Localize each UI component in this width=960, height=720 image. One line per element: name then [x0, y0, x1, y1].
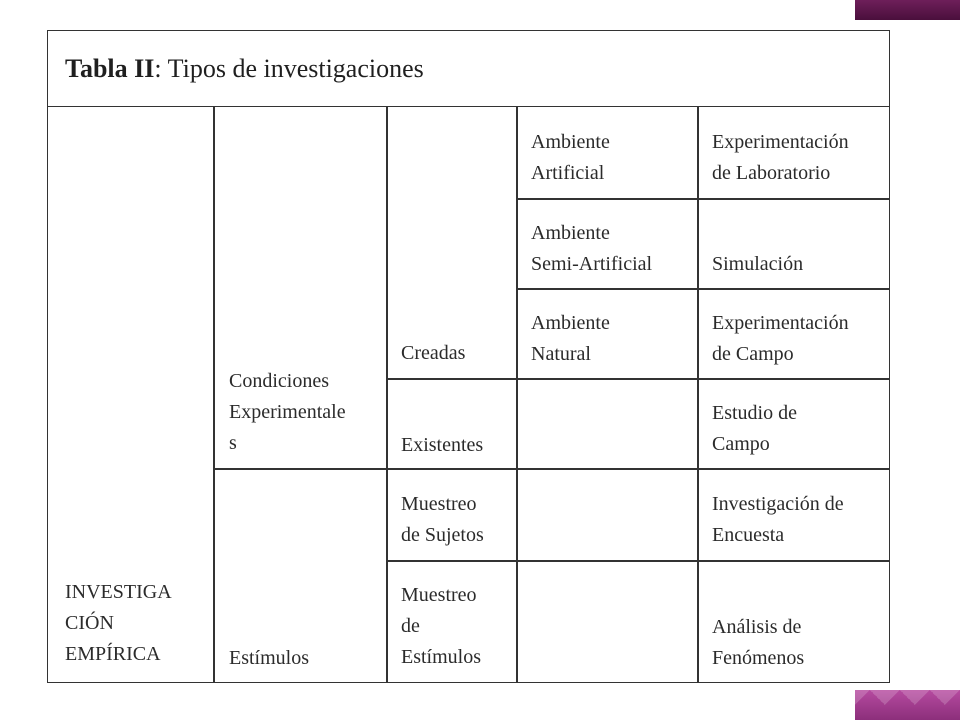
- cell-line: Muestreo: [401, 584, 477, 606]
- table-title-rest: : Tipos de investigaciones: [154, 54, 424, 83]
- grid-line-h3: [386, 378, 890, 380]
- cell-line: EMPÍRICA: [65, 643, 161, 665]
- cell-line: Experimentale: [229, 401, 346, 423]
- grid-line-h1: [516, 198, 890, 200]
- cell-line: de Laboratorio: [712, 162, 831, 184]
- cell-muestreo-estimulos: [401, 580, 481, 673]
- cell-line: Experimentación: [712, 312, 849, 334]
- cell-line: Estudio de: [712, 402, 797, 424]
- cell-estudio-campo: [712, 398, 797, 460]
- cell-condiciones-experimentales: [229, 366, 346, 459]
- grid-line-v1: [213, 107, 215, 683]
- cell-existentes: [401, 430, 483, 461]
- cell-investigacion-encuesta: [712, 489, 844, 551]
- cell-ambiente-semi-artificial: [531, 218, 652, 280]
- grid-line-v3: [516, 107, 518, 683]
- cell-line: Ambiente: [531, 222, 610, 244]
- cell-line: Ambiente: [531, 312, 610, 334]
- cell-line: Muestreo: [401, 493, 477, 515]
- grid-line-h4: [213, 468, 890, 470]
- cell-analisis-fenomenos: [712, 612, 804, 674]
- cell-line: s: [229, 432, 237, 454]
- cell-line: Existentes: [401, 434, 484, 456]
- grid-line-h2: [516, 288, 890, 290]
- cell-line: Artificial: [531, 162, 605, 184]
- cell-line: Creadas: [401, 342, 466, 364]
- cell-line: Análisis de: [712, 616, 802, 638]
- cell-estimulos: [229, 643, 309, 674]
- cell-simulacion: [712, 249, 803, 280]
- cell-line: Campo: [712, 433, 770, 455]
- grid-line-v4: [697, 107, 699, 683]
- decorative-bar-top: [855, 0, 960, 20]
- cell-line: Encuesta: [712, 524, 785, 546]
- cell-line: de Campo: [712, 343, 794, 365]
- cell-ambiente-natural: [531, 308, 610, 370]
- cell-experimentacion-campo: [712, 308, 849, 370]
- cell-line: Estímulos: [401, 646, 482, 668]
- cell-line: Natural: [531, 343, 591, 365]
- cell-line: Investigación de: [712, 493, 844, 515]
- cell-line: INVESTIGA: [65, 581, 172, 603]
- cell-creadas: [401, 338, 465, 369]
- cell-line: Estímulos: [229, 647, 310, 669]
- decorative-bar-bottom: [855, 690, 960, 720]
- cell-line: CIÓN: [65, 612, 114, 634]
- cell-line: Condiciones: [229, 370, 329, 392]
- cell-line: Fenómenos: [712, 647, 805, 669]
- cell-line: de Sujetos: [401, 524, 484, 546]
- grid-line-v2: [386, 107, 388, 683]
- cell-investigacion-empirica: [65, 577, 172, 670]
- cell-experimentacion-laboratorio: [712, 127, 849, 189]
- grid-line-h5: [386, 560, 890, 562]
- cell-line: Semi-Artificial: [531, 253, 653, 275]
- cell-line: Simulación: [712, 253, 804, 275]
- cell-line: de: [401, 615, 420, 637]
- cell-muestreo-sujetos: [401, 489, 484, 551]
- cell-line: Experimentación: [712, 131, 849, 153]
- table-title-bold: Tabla II: [65, 54, 155, 83]
- table-title: [47, 30, 890, 107]
- cell-line: Ambiente: [531, 131, 610, 153]
- cell-ambiente-artificial: [531, 127, 610, 189]
